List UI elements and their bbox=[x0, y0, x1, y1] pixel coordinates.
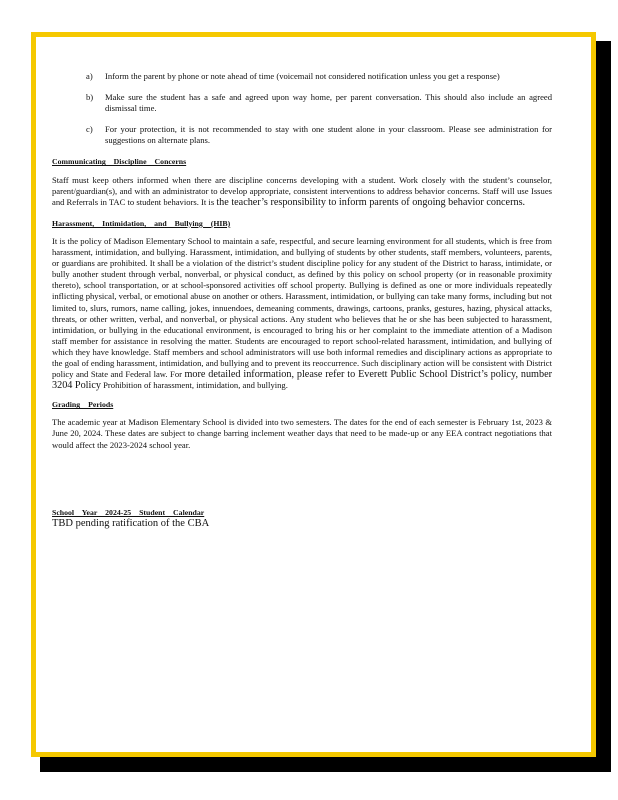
list-marker: a) bbox=[86, 71, 93, 81]
grading-paragraph: The academic year at Madison Elementary School is divided into two semesters. The dates for the end of each semester is February 1st, 2023 & June 20, 2024. These dates are subject to change barring inclement weather days that need to be made-up or any EEA contract negotiations that would affect the 2023-2024 school year. bbox=[52, 417, 552, 450]
calendar-heading: School Year 2024-25 Student Calendar bbox=[52, 507, 205, 517]
calendar-text: TBD pending ratification of the CBA bbox=[52, 517, 210, 529]
communicating-heading: Communicating Discipline Concerns bbox=[52, 157, 187, 167]
hib-text-end: Prohibition of harassment, intimidation, and bullying. bbox=[103, 380, 288, 391]
list-marker: c) bbox=[86, 124, 93, 135]
communicating-text: Staff must keep others informed when there are discipline concerns developing with a student. Work closely with the student’s counselor, parent/guardian(s), and with an administrator to develop appropriate, consistent interventions to address behavior concerns. Staff will use Issues and Referrals in TAC to student behaviors. It is bbox=[52, 174, 552, 207]
list-marker: b) bbox=[86, 92, 94, 103]
list-item bbox=[86, 71, 552, 82]
hib-text: It is the policy of Madison Elementary School to maintain a safe, respectful, and secure learning environment for all students, which is free from harassment, intimidation, and bullying. Harassment, intimidation, and bullying of students by other students, staff members, volunteers, parents, or guardians are prohibited. It shall be a violation of the district’s student discipline policy for any student of the District to harass, intimidate, or bully another student through verbal, nonverbal, or physical conduct, as defined by this policy on school property (or in reasonable proximity thereto), school transportation, or at school-sponsored activities off school property. Bullying is defined as one or more individuals repeatedly inflicting physical, verbal, or emotional abuse on another or others. Harassment, intimidation, or bullying can take many forms, including but not limited to, slurs, rumors, name calling, jokes, innuendoes, demeaning comments, drawings, cartoons, pranks, gestures, hazing, physical attacks, threats, or other written, verbal, and nonverbal, or physical actions. Any student who believes that he or she has been subjected to harassment, intimidation, or bullying in the educational environment, is encouraged to bring his or her complaint to the immediate attention of a Madison staff member for assistance in resolving the matter. Students are encouraged to report school-related harassment, intimidation, and bullying of which they have knowledge. Staff members and school administrators will use both informal remedies and disciplinary actions as appropriate to the goal of ending harassment, intimidation, and bullying and to prevent its reoccurrence. Such disciplinary action will be consistent with District policy and State and Federal law. For bbox=[52, 235, 552, 380]
list-text: For your protection, it is not recommended to stay with one student alone in your classroom. Please see administration for suggestions on alternate plans. bbox=[105, 124, 552, 146]
hib-heading: Harassment, Intimidation, and Bullying (HIB) bbox=[52, 218, 231, 228]
list-item bbox=[86, 92, 552, 114]
hib-paragraph bbox=[52, 236, 552, 391]
list-item bbox=[86, 124, 552, 146]
hib-text-large: more detailed information, please refer to Everett Public School District’s policy, number 3204 Policy bbox=[52, 369, 552, 392]
document-content bbox=[52, 71, 552, 530]
list-text: Inform the parent by phone or note ahead of time (voicemail not considered notification unless you get a response) bbox=[105, 71, 500, 81]
communicating-text-large: the teacher’s responsibility to inform parents of ongoing behavior concerns. bbox=[216, 196, 526, 208]
communicating-paragraph bbox=[52, 175, 552, 208]
document-page bbox=[31, 32, 596, 757]
list-text: Make sure the student has a safe and agreed upon way home, per parent conversation. This should also include an agreed dismissal time. bbox=[105, 92, 552, 114]
grading-heading: Grading Periods bbox=[52, 400, 114, 410]
